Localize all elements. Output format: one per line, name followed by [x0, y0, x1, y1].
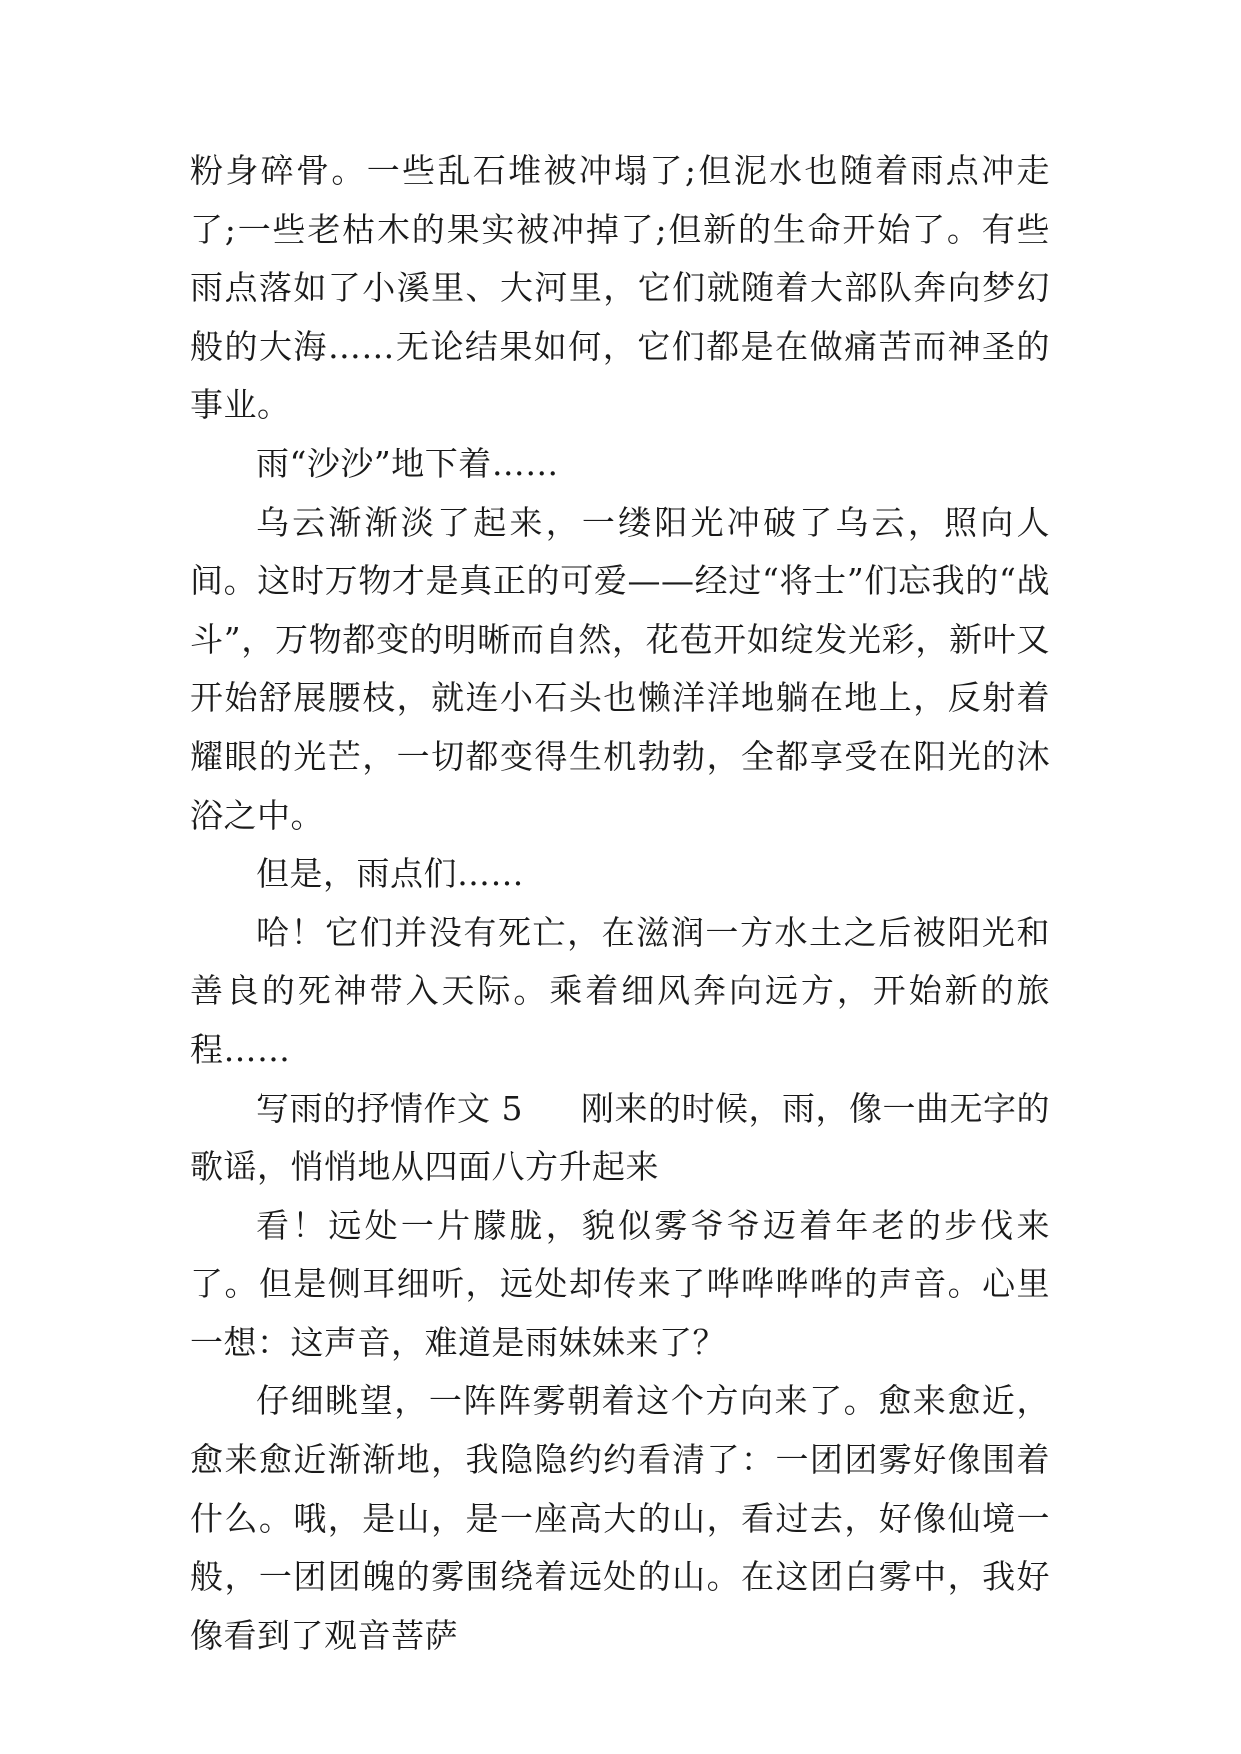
- paragraph: 雨“沙沙”地下着……: [256, 443, 559, 483]
- paragraph: 仔细眺望，一阵阵雾朝着这个方向来了。愈来愈近，愈来愈近渐渐地，我隐隐约约看清了：一团团雾好像围着什么。哦，是山，是一座高大的山，看过去，好像仙境一般，一团团魄的雾围绕着远处的山。在这团白雾中，我好像看到了观音菩萨: [190, 1381, 1050, 1655]
- paragraph: 看！远处一片朦胧，貌似雾爷爷迈着年老的步伐来了。但是侧耳细听，远处却传来了哗哗哗哗的声音。心里一想：这声音，难道是雨妹妹来了？: [190, 1205, 1050, 1362]
- paragraph: 但是，雨点们……: [256, 854, 524, 894]
- paragraph: 哈！它们并没有死亡，在滋润一方水土之后被阳光和善良的死神带入天际。乘着细风奔向远方，开始新的旅程……: [190, 912, 1050, 1069]
- paragraph-with-heading: [190, 1080, 1050, 1197]
- paragraph: 粉身碎骨。一些乱石堆被冲塌了;但泥水也随着雨点冲走了;一些老枯木的果实被冲掉了;但新的生命开始了。有些雨点落如了小溪里、大河里，它们就随着大部队奔向梦幻般的大海……无论结果如何，它们都是在做痛苦而神圣的事业。: [190, 151, 1050, 425]
- paragraph-text: 刚来的时候，雨，像一曲无字的歌谣，悄悄地从四面八方升起来: [190, 1088, 1050, 1187]
- essay-heading: 写雨的抒情作文 5: [256, 1088, 523, 1128]
- document-body: [190, 142, 1050, 1665]
- paragraph: 乌云渐渐淡了起来，一缕阳光冲破了乌云，照向人间。这时万物才是真正的可爱——经过“将士”们忘我的“战斗”，万物都变的明晰而自然，花苞开如绽发光彩，新叶又开始舒展腰枝，就连小石头也懒洋洋地躺在地上，反射着耀眼的光芒，一切都变得生机勃勃，全都享受在阳光的沐浴之中。: [190, 502, 1050, 835]
